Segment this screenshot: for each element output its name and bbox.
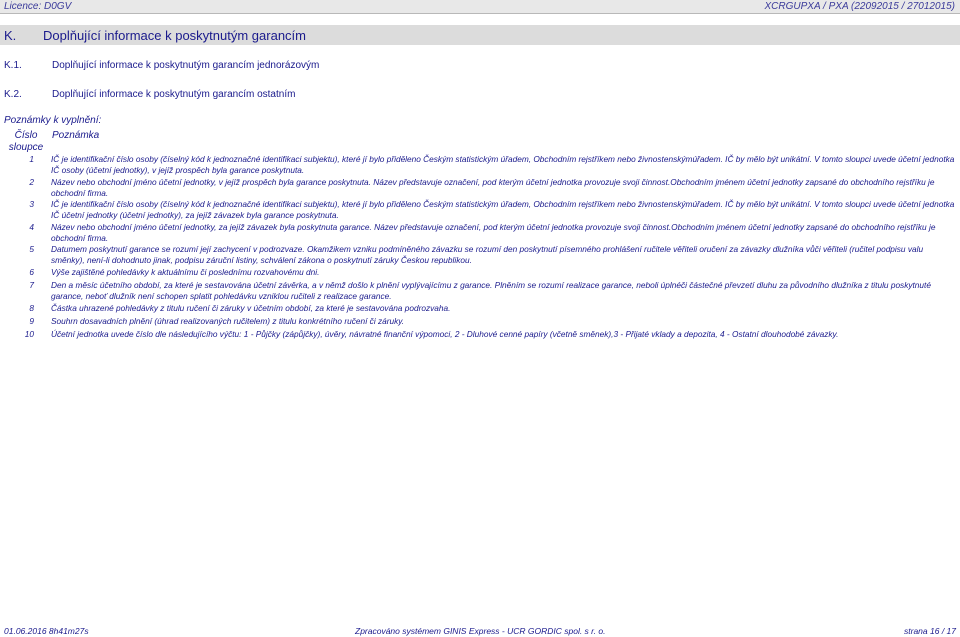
note-text: Datumem poskytnutí garance se rozumí její zachycení v podrozvaze. Okamžikem vzniku podmíněného závazku se rozumí den poskytnutí písemného prohlášení ručitele věřiteli oručení za závazky dlužníka vůči věřiteli (ručitel podpisu valu směnky), není-li dohodnuto jinak, podpisu záruční listiny, schválení zákona o poskytnutí záruky Českou republikou. [51,244,924,265]
note-text: Název nebo obchodní jméno účetní jednotky, za jejíž závazek byla poskytnuta garance. Název představuje označení, pod kterým účetní jednotka provozuje svoji činnost.Obchodním jménem účetní jednotky zapsané do obchodního rejstříku je obchodní firma. [51,222,936,243]
subsection-number: K.1. [4,60,22,71]
note-number: 5 [29,244,34,254]
subsection-number: K.2. [4,89,22,100]
license-bar [0,0,960,14]
footer-page-number: strana 16 / 17 [904,626,956,636]
column-note-header: Poznámka [52,130,100,141]
note-text: Účetní jednotka uvede číslo dle následujícího výčtu: 1 - Půjčky (zápůjčky), úvěry, návratné finanční výpomoci, 2 - Dluhové cenné papíry (včetně směnek),3 - Přijaté vklady a depozita, 4 - Ostatní dlouhodobé závazky. [51,329,839,339]
subsection-title: Doplňující informace k poskytnutým garancím ostatním [52,89,296,100]
note-text: IČ je identifikační číslo osoby (číselný kód k jednoznačné identifikaci subjektu), které jí bylo přiděleno Českým statistickým úřadem, Obchodním rejstříkem nebo živnostenskýmúřadem. IČ by mělo být unikátní. V tomto sloupci uvede účetní jednotka IČ účetní jednotky (účetní jednotky), za jejíž závazek byla garance poskytnuta. [51,199,955,220]
note-text: IČ je identifikační číslo osoby (číselný kód k jednoznačné identifikaci subjektu), které jí bylo přiděleno Českým statistickým úřadem, Obchodním rejstříkem nebo živnostenskýmúřadem. IČ by mělo být unikátní. V tomto sloupci uvede účetní jednotka IČ osoby (účetní jednotky), v jejíž prospěch byla garance poskytnuta. [51,154,955,175]
note-number: 8 [29,303,34,313]
note-number: 10 [24,329,34,339]
licence-text: Licence: D0GV [4,1,72,12]
document-id: XCRGUPXA / PXA (22092015 / 27012015) [764,1,955,12]
note-text: Název nebo obchodní jméno účetní jednotky, v jejíž prospěch byla garance poskytnuta. Název představuje označení, pod kterým účetní jednotka provozuje svoji činnost.Obchodním jménem účetní jednotky zapsané do obchodního rejstříku je obchodní firma. [51,177,935,198]
section-title: Doplňující informace k poskytnutým garancím [43,28,306,43]
note-text: Výše zajištěné pohledávky k aktuálnímu či poslednímu rozvahovému dni. [51,267,320,277]
note-number: 6 [29,267,34,277]
notes-heading: Poznámky k vyplnění: [4,115,102,126]
page-footer [0,626,960,637]
footer-timestamp: 01.06.2016 8h41m27s [4,626,89,636]
footer-processed-by: Zpracováno systémem GINIS Express - UCR GORDIC spol. s r. o. [355,626,606,636]
note-number: 4 [29,222,34,232]
note-text: Částka uhrazené pohledávky z titulu ručení či záruky v účetním období, za které je sestavována podrozvaha. [51,303,451,313]
note-number: 3 [29,199,34,209]
note-number: 7 [29,280,34,290]
section-number: K. [4,28,17,43]
note-text: Den a měsíc účetního období, za které je sestavována účetní závěrka, a v němž došlo k plnění vyplývajícímu z garance. Plněním se rozumí realizace garance, neboli úplnéči částečné převzetí dluhu za původního dlužníka z titulu poskytnuté garance, neboť dlužník není schopen splatit pohledávku vzniklou ručiteli z realizace garance. [51,280,931,301]
section-header [0,25,960,45]
note-number: 2 [29,177,34,187]
note-number: 1 [29,154,34,164]
subsection-title: Doplňující informace k poskytnutým garancím jednorázovým [52,60,320,71]
note-number: 9 [29,316,34,326]
column-number-header: Číslo sloupce [8,130,44,153]
note-text: Souhrn dosavadních plnění (úhrad realizovaných ručitelem) z titulu konkrétního ručení či záruky. [51,316,405,326]
